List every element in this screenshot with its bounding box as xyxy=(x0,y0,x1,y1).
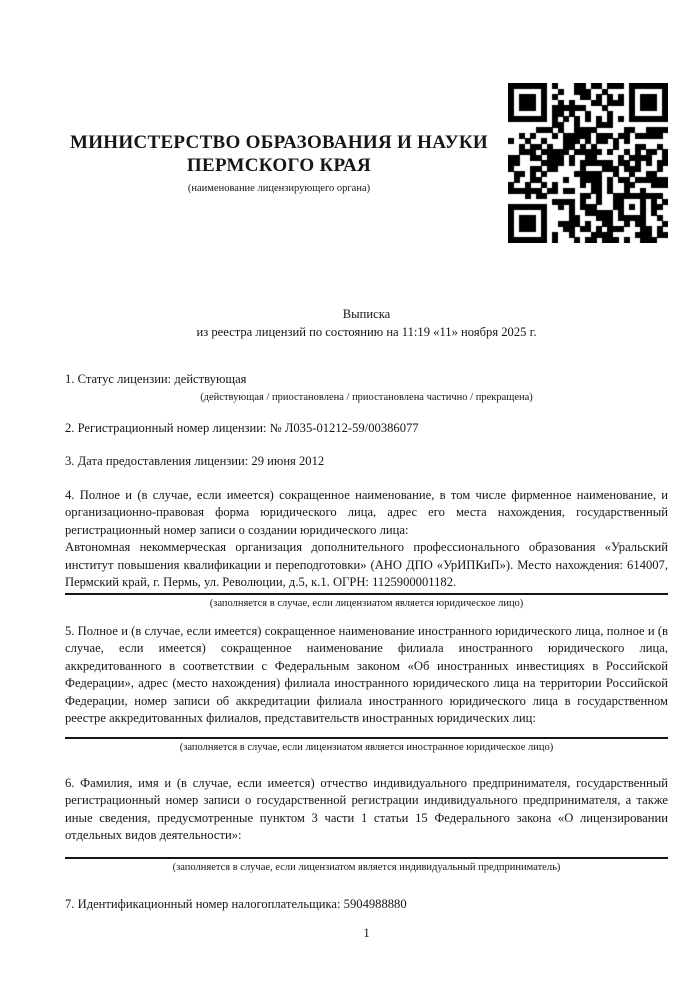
individual-question: 6. Фамилия, имя и (в случае, если имеется) отчество индивидуального предпринимателя, государственный регистрационный номер записи о государственной регистрации индивидуального предпринимателя, а также иные сведения, предусмотренные пунктом 3 части 1 статьи 15 Федерального закона «О лицензировании отдельных видов деятельности»: xyxy=(65,775,668,842)
field-taxpayer-number: 7. Идентификационный номер налогоплательщика: 5904988880 xyxy=(65,896,407,911)
licensing-authority-header xyxy=(65,131,493,195)
individual-fill-line xyxy=(65,857,668,859)
legal-entity-question: 4. Полное и (в случае, если имеется) сокращенное наименование, в том числе фирменное наименование, и организационно-правовая форма юридического лица, адрес его места нахождения, государственный регистрационный номер записи о создании юридического лица: xyxy=(65,487,668,537)
document-title-heading: Выписка xyxy=(342,307,391,321)
foreign-entity-fill-line xyxy=(65,737,668,739)
field-license-status-note: (действующая / приостановлена / приостановлена частично / прекращена) xyxy=(200,391,533,403)
document-title xyxy=(65,305,668,341)
legal-entity-answer: Автономная некоммерческая организация дополнительного профессионального образования «Уральский институт повышения квалификации и переподготовки» (АНО ДПО «УрИПКиП»). Место нахождения: 614007, Пермский край, г. Пермь, ул. Революции, д.5, к.1. ОГРН: 1125900001182. xyxy=(65,540,668,589)
field-grant-date: 3. Дата предоставления лицензии: 29 июня 2012 xyxy=(65,454,325,468)
foreign-entity-question: 5. Полное и (в случае, если имеется) сокращенное наименование иностранного юридического лица, полное и (в случае, если имеется) сокращенное наименование филиала иностранного юридического лица, аккредитованного в соответствии с Федеральным законом «Об иностранных инвестициях в Российской Федерации», адрес (место нахождения) филиала иностранного юридического лица на территории Российской Федерации, номер записи об аккредитации филиала иностранного юридического лица в государственном реестре аккредитованных филиалов, представительств иностранных юридических лиц: xyxy=(65,623,668,725)
document-content xyxy=(65,0,668,989)
ministry-name-line1: МИНИСТЕРСТВО ОБРАЗОВАНИЯ И НАУКИ xyxy=(69,132,489,153)
individual-note: (заполняется в случае, если лицензиатом является индивидуальный предприниматель) xyxy=(172,861,561,873)
ministry-name-line2: ПЕРМСКОГО КРАЯ xyxy=(186,155,372,176)
foreign-entity-note: (заполняется в случае, если лицензиатом является иностранное юридическое лицо) xyxy=(179,741,554,753)
document-title-subheading: из реестра лицензий по состоянию на 11:19 «11» ноября 2025 г. xyxy=(196,325,537,339)
page-number: 1 xyxy=(363,926,370,940)
section-legal-entity xyxy=(65,487,668,610)
ministry-caption: (наименование лицензирующего органа) xyxy=(187,183,371,194)
field-license-status: 1. Статус лицензии: действующая xyxy=(65,372,247,386)
field-registration-number: 2. Регистрационный номер лицензии: № Л035-01212-59/00386077 xyxy=(65,420,419,435)
legal-entity-note: (заполняется в случае, если лицензиатом является юридическое лицо) xyxy=(209,597,524,609)
qr-code xyxy=(508,83,668,243)
section-foreign-entity xyxy=(65,623,668,754)
legal-entity-fill-line xyxy=(65,593,668,595)
section-individual-entrepreneur xyxy=(65,775,668,874)
document-body xyxy=(65,305,668,913)
